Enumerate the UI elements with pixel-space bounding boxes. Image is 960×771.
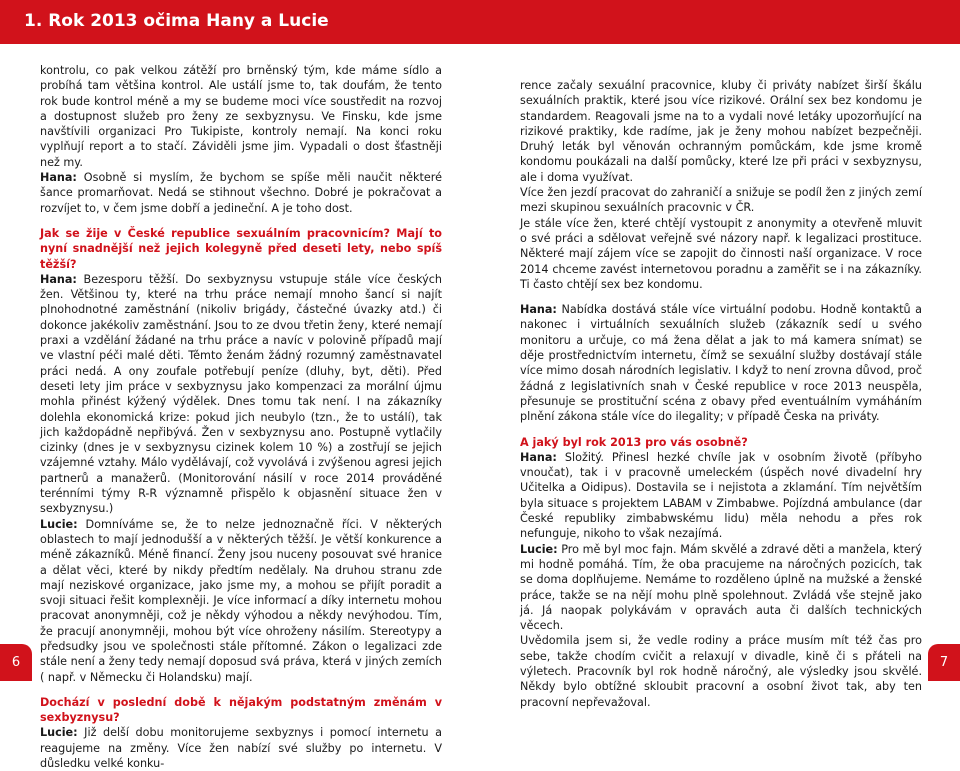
paragraph [40,272,442,517]
speaker-label: Lucie: [520,542,558,556]
header-bar [0,0,960,44]
speaker-label: Hana: [520,450,557,464]
paragraph-text: Domníváme se, že to nelze jednoznačně říci. V některých oblastech to mají jednodušší a v některých těžší. Je větší konkurence a méně zákazníků. Méně financí. Ženy jsou nuceny posouvat své hranice a dělat věci, které by nikdy předtím nedělaly. Na druhou stranu zde mají neziskové organizace, jako jsme my, a mohou se přijít poradit a svoji situaci řešit komplexněji. Je více informací a díky internetu mohou pracovat anonymněji, což je někdy výhodou a někdy nevýhodou. Tím, že pracují anonymněji, mohou být více ohroženy násilím. Stereotypy a předsudky jsou ve společnosti stále přítomné. Zákon o legalizaci zde stále není a ženy tedy nemají doposud svá práva, která v jiných zemích ( např. v Německu či Holandsku) mají. [40,517,442,684]
paragraph: kontrolu, co pak velkou zátěží pro brněnský tým, kde máme sídlo a probíhá tam většina kontrol. Ale ustálí jsme to, tak doufám, že tento rok bude kontrol méně a my se budeme moci více soustředit na rozvoj a dostupnost služeb pro ženy ze sexbyznysu. Ve Finsku, kde jsme navštívili organizaci Pro Tukipiste, kontroly nemají. Na konci roku vyplňují report a to stačí. Záviděli jsme jim. Vypadali o dost šťastněji než my. [40,64,442,169]
paragraph: rence začaly sexuální pracovnice, kluby či priváty nabízet širší škálu sexuálních praktik, které jsou více rizikové. Orální sex bez kondomu je standardem. Reagovali jsme na to a vydali nové letáky upozorňující na rizikové praktiky, kde radíme, jak je ženy mohou nabízet bezpečněji. Druhý leták byl věnován ochranným pomůckám, kde jsme kromě kondomu poukázali na další pomůcky, které lze při práci v sexbyznysu, ale i doma využívat. [520,79,922,184]
paragraph [520,302,922,424]
paragraph [40,517,442,685]
speaker-label: Hana: [40,272,77,286]
speaker-label: Lucie: [40,726,78,740]
left-column [40,63,442,771]
paragraph-text: Pro mě byl moc fajn. Mám skvělé a zdravé děti a manžela, který mi hodně pomáhá. Tím, že oba pracujeme na náročných pozicích, tak se doma doplňujeme. Nemáme to rozděleno úplně na mužské a ženské práce, takže se na nějí mohu plně spolehnout. Zvládá vše stejně jako já. Já naopak polykávám v opravách auta či dalších technických věcech. [520,542,922,633]
page-number-right: 7 [928,644,960,681]
paragraph-text: Nabídka dostává stále více virtuální podobu. Hodně kontaktů a nakonec i virtuálních sexuálních služeb (zákazník sedí u svého monitoru a určuje, co má žena dělat a jak to má kamera snímat) se děje prostřednictvím internetu, čímž se sexuální služby dostávají stále více mimo dosah národních legislativ. I když to není zrovna důvod, proč žádná z legislativních snah v České republice v roce 2013 neuspěla, přesunuje se prostituční scéna z obavy před eventuálním vymáháním plnění zákona stále více do ilegality; v případě Česka na priváty. [520,303,922,424]
paragraph: Je stále více žen, které chtějí vystoupit z anonymity a otevřeně mluvit o své práci a sdělovat veřejně své názory např. k legalizaci prostituce. Některé mají zájem více se zapojit do činnosti naší organizace. V roce 2014 chceme zavést internetovou poradnu a zaměřit se i na zákazníky. Ti často chtějí sex bez kondomu. [520,216,922,291]
paragraph [40,170,442,216]
right-column [520,78,922,710]
page-title: 1. Rok 2013 očima Hany a Lucie [24,11,329,31]
paragraph-text: Složitý. Přinesl hezké chvíle jak v osobním životě (příbyho vnoučat), tak i v pracovně umeleckém (úspěch nové divadelní hry Učitelka a Oidipus). Dostavila se i nejistota a zklamání. Tím největším byla situace s projektem LABAM v Zimbabwe. Pojízdná ambulance (dar České republiky zimbabwskému lidu) měla nehodu a přes rok nefunguje, nikoho to však nezajímá. [520,450,922,541]
paragraph [520,542,922,634]
paragraph [40,725,442,771]
paragraph: Více žen jezdí pracovat do zahraničí a snižuje se podíl žen z jiných zemí mezi skupinou sexuálních pracovnic v ČR. [520,186,922,215]
speaker-label: Hana: [520,303,557,317]
paragraph: Uvědomila jsem si, že vedle rodiny a práce musím mít též čas pro sebe, takže chodím cvičit a relaxují v divadle, kině či s přáteli na výletech. Pracovník byl rok hodně náročný, ale výsledky jsou skvělé. Někdy bylo obtížné skloubit pracovní a osobní život tak, aby ten pracovní nepřevažoval. [520,634,922,709]
question-heading: Jak se žije v České republice sexuálním pracovnicím? Mají to nyní snadnější než jejich kolegyně před deseti lety, nebo spíš těžší? [40,226,442,271]
paragraph-text: Osobně si myslím, že bychom se spíše měli naučit některé šance promarňovat. Nedá se stihnout všechno. Dobré je pokračovat a rozvíjet to, v čem jsme dobří a jedineční. A je toho dost. [40,171,442,215]
paragraph-text: Již delší dobu monitorujeme sexbyznys i pomocí internetu a reagujeme na změny. Více žen nabízí své služby po internetu. V důsledku velké konku- [40,726,442,771]
paragraph-text: Bezesporu těžší. Do sexbyznysu vstupuje stále více českých žen. Většinou ty, které na trhu práce nemají mnoho šancí si najít plnohodnotné zaměstnání (nikoliv brigády, částečné úvazky atd.) či dokonce jakékoliv zaměstnání. Jsou to ze dvou třetin ženy, které nemají praxi a vzdělání žádané na trhu práce a navíc v polovině případů mají ve vlastní péči malé děti. Těmto ženám žádný rozumný zaměstnavatel práci nedá. A ony zoufale potřebují peníze (dluhy, byt, děti). Před deseti lety jim práce v sexbyznysu jako kompenzaci za morální újmu mohla přinést kýžený výdělek. Dnes tomu tak není. I na zákazníky dolehla ekonomická krize: pokud jich neubylo (tzn., že to ustálí), tak jich každopádně nepřibývá. Žen v sexbyznysu ano. Postupně vytlačily cizinky (dnes je v sexbyznysu cizinek kolem 10 %) a zostřují se jejich vzájemné vztahy. Málo vydělávají, což vyvolává i zvýšenou agresi jejich partnerů a manažerů. (Monitorování násilí v roce 2014 prováděné terénními týmy R-R významně přispělo k objasnění situace žen v sexbyznysu.) [40,272,442,516]
speaker-label: Lucie: [40,517,78,531]
question-heading: Dochází v poslední době k nějakým podstatným změnám v sexbyznysu? [40,695,442,725]
paragraph [520,450,922,542]
question-heading: A jaký byl rok 2013 pro vás osobně? [520,435,748,449]
page-number-left: 6 [0,644,32,681]
speaker-label: Hana: [40,171,77,185]
